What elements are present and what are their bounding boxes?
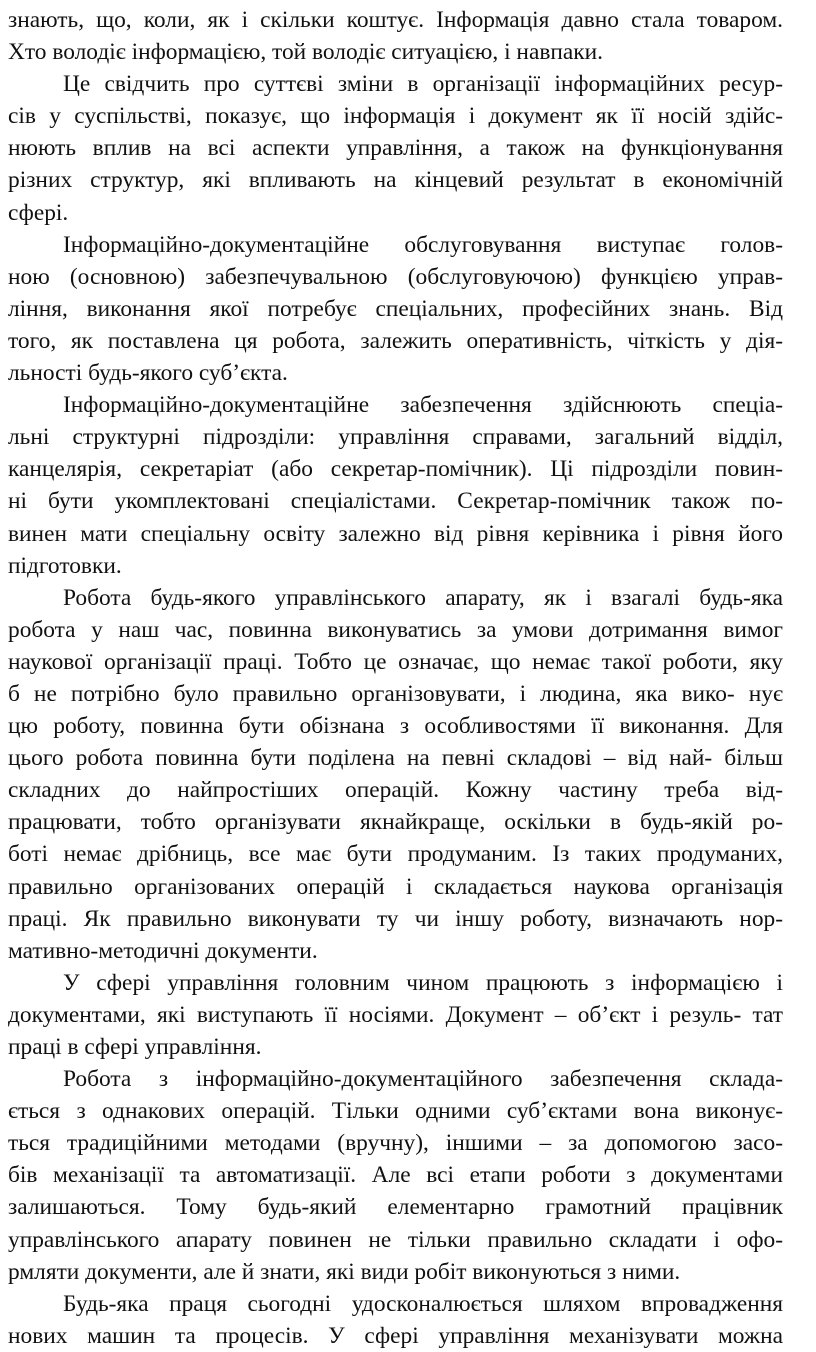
paragraph: [8, 389, 783, 582]
text-line: знають, що, коли, як і скільки коштує. Інформація давно стала товаром.: [8, 7, 783, 33]
text-line: ється з однакових операцій. Тільки одними суб’єктами вона виконує-: [8, 1098, 783, 1125]
text-line: працювати, тобто організувати якнайкраще, оскільки в будь-якій ро-: [8, 809, 783, 836]
paragraph: [8, 68, 783, 228]
paragraph: [8, 582, 783, 967]
text-line: складних до найпростіших операцій. Кожну частину треба від-: [8, 777, 783, 804]
text-line: різних структур, які впливають на кінцевий результат в економічній: [8, 167, 783, 194]
text-line: боті немає дрібниць, все має бути продуманим. Із таких продуманих,: [8, 841, 783, 868]
text-line: праці. Як правильно виконувати ту чи іншу роботу, визначають нор-: [8, 905, 783, 932]
text-line: льності будь-якого суб’єкта.: [8, 360, 288, 387]
body-text: [8, 4, 783, 1352]
text-line: бів механізації та автоматизації. Але всі етапи роботи з документами: [8, 1162, 783, 1189]
text-line: У сфері управління головним чином працюють з інформацією і: [63, 969, 783, 996]
text-line: рмляти документи, але й знати, які види робіт виконуються з ними.: [8, 1258, 681, 1285]
text-line: льні структурні підрозділи: управління справами, загальний відділ,: [8, 424, 783, 451]
text-line: робота у наш час, повинна виконуватись за умови дотримання вимог: [8, 616, 783, 643]
text-line: Хто володіє інформацією, той володіє ситуацією, і навпаки.: [8, 39, 604, 66]
text-line: сів у суспільстві, показує, що інформація і документ як її носій здійс-: [8, 103, 783, 130]
text-line: ною (основною) забезпечувальною (обслуговуючою) функцією управ-: [8, 263, 783, 290]
text-line: управлінського апарату повинен не тільки правильно складати і офо-: [8, 1226, 783, 1253]
text-line: Інформаційно-документаційне обслуговування виступає голов-: [63, 231, 783, 258]
text-line: сфері.: [8, 199, 69, 226]
paragraph: [8, 967, 783, 1063]
text-line: наукової організації праці. Тобто це означає, що немає такої роботи, яку: [8, 648, 783, 675]
paragraph: [8, 4, 783, 68]
paragraph: [8, 1288, 783, 1352]
text-line: правильно організованих операцій і складається наукова організація: [8, 873, 783, 900]
text-line: залишаються. Тому будь-який елементарно грамотний працівник: [8, 1194, 783, 1221]
text-line: цього робота повинна бути поділена на певні складові – від най- більш: [8, 745, 783, 772]
text-line: Робота будь-якого управлінського апарату, як і взагалі будь-яка: [63, 584, 783, 611]
text-line: Робота з інформаційно-документаційного забезпечення склада-: [63, 1066, 783, 1093]
paragraph: [8, 229, 783, 389]
paragraph: [8, 1063, 783, 1288]
text-line: цю роботу, повинна бути обізнана з особливостями її виконання. Для: [8, 713, 783, 740]
text-line: Будь-яка праця сьогодні удосконалюється шляхом впровадження: [63, 1290, 783, 1317]
text-line: нюють вплив на всі аспекти управління, а також на функціонування: [8, 135, 783, 162]
text-line: б не потрібно було правильно організовувати, і людина, яка вико- нує: [8, 680, 783, 707]
text-line: ні бути укомплектовані спеціалістами. Секретар-помічник також по-: [8, 488, 783, 515]
text-line: канцелярія, секретаріат (або секретар-помічник). Ці підрозділи повин-: [8, 456, 783, 483]
text-line: документами, які виступають її носіями. Документ – об’єкт і резуль- тат: [8, 1001, 783, 1028]
text-line: праці в сфері управління.: [8, 1034, 262, 1060]
text-line: Інформаційно-документаційне забезпечення здійснюють спеціа-: [63, 392, 783, 419]
text-line: Це свідчить про суттєві зміни в організації інформаційних ресур-: [63, 71, 783, 98]
text-line: того, як поставлена ця робота, залежить оперативність, чіткість у дія-: [8, 327, 783, 354]
text-line: винен мати спеціальну освіту залежно від рівня керівника і рівня його: [8, 520, 783, 547]
text-line: ться традиційними методами (вручну), іншими – за допомогою засо-: [8, 1130, 783, 1157]
text-line: ління, виконання якої потребує спеціальних, професійних знань. Від: [8, 295, 783, 322]
document-page: [8, 4, 783, 1352]
text-line: нових машин та процесів. У сфері управління механізувати можна: [8, 1322, 783, 1349]
text-line: підготовки.: [8, 552, 122, 579]
text-line: мативно-методичні документи.: [8, 937, 318, 964]
